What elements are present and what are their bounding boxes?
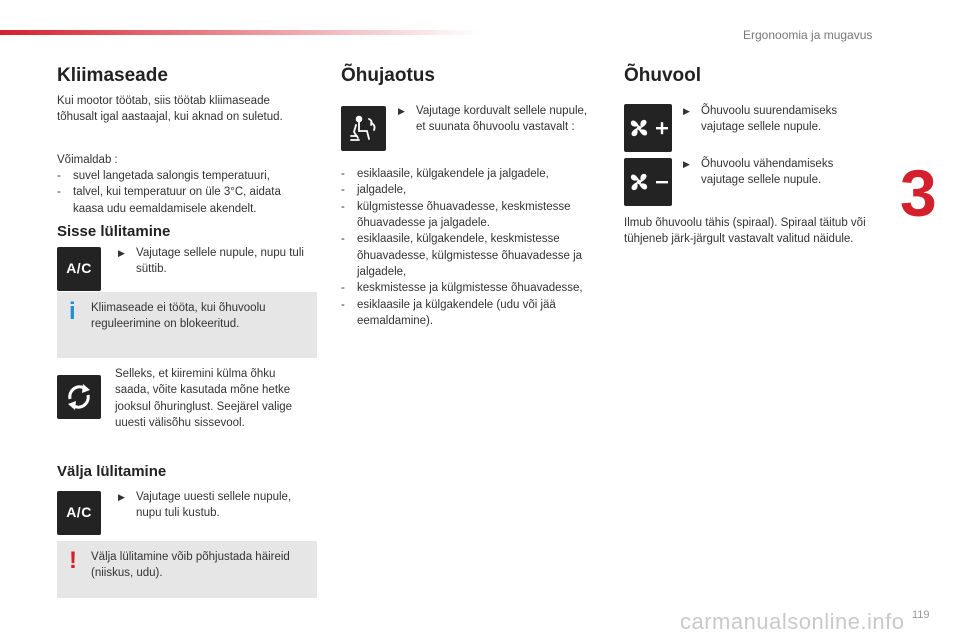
increase-instruction: ▶ Õhuvoolu suurendamiseks vajutage sellele nupule. [683, 103, 873, 136]
arrow-bullet-icon: ▶ [118, 248, 125, 258]
recirculation-text: Selleks, et kiiremini külma õhku saada, võite kasutada mõne hetke jooksul õhuringlust. Seejärel valige uuesti välisõhu sissevool. [115, 368, 293, 429]
arrow-bullet-icon: ▶ [398, 106, 405, 116]
page-number: 119 [912, 609, 930, 621]
air-distribution-button[interactable] [341, 106, 386, 151]
kliimaseade-intro: Kui mootor töötab, siis töötab kliimaseade tõhusalt igal aastaajal, kui aknad on suletud. [57, 95, 283, 124]
arrow-bullet-icon: ▶ [683, 159, 690, 169]
kliimaseade-title: Kliimaseade [57, 65, 168, 86]
arrow-bullet-icon: ▶ [118, 492, 125, 502]
info-note [57, 292, 317, 358]
fan-increase-button[interactable] [624, 104, 672, 152]
fan-plus-icon [626, 113, 670, 143]
header-accent-bar [0, 30, 480, 35]
warning-note-text: Välja lülitamine võib põhjustada häireid (niiskus, udu). [91, 551, 290, 580]
info-icon: i [69, 298, 76, 325]
ohujaotus-title: Õhujaotus [341, 65, 435, 86]
off-title: Välja lülitamine [57, 463, 167, 480]
distribution-instruction: ▶ Vajutage korduvalt sellele nupule, et suunata õhuvoolu vastavalt : [398, 103, 588, 136]
fan-minus-icon [626, 167, 670, 197]
list-item: - esiklaasile ja külgakendele (udu või jää eemaldamine). [341, 297, 597, 330]
spiral-text: Ilmub õhuvoolu tähis (spiraal). Spiraal täitub või tühjeneb järk-järgult vastavalt valitud näidule. [624, 217, 866, 246]
list-item: - suvel langetada salongis temperatuuri, [57, 168, 309, 184]
list-item: - talvel, kui temperatuur on üle 3°C, aidata kaasa udu eemaldamisele akendelt. [57, 184, 309, 217]
enables-list [57, 168, 309, 217]
warning-icon: ! [69, 547, 77, 574]
recirculation-icon [62, 380, 96, 414]
arrow-bullet-icon: ▶ [683, 106, 690, 116]
air-distribution-icon [347, 112, 381, 146]
list-item: - keskmistesse ja külgmistesse õhuavadesse, [341, 280, 597, 296]
on-instruction: ▶ Vajutage sellele nupule, nupu tuli süttib. [118, 245, 308, 278]
ohuvool-title: Õhuvool [624, 65, 702, 86]
fan-decrease-button[interactable] [624, 158, 672, 206]
decrease-instruction: ▶ Õhuvoolu vähendamiseks vajutage sellele nupule. [683, 156, 873, 189]
distribution-list [341, 166, 597, 329]
on-title: Sisse lülitamine [57, 223, 171, 240]
warning-note [57, 541, 317, 598]
section-label: Ergonoomia ja mugavus [743, 28, 873, 42]
ac-on-button[interactable]: A/C [57, 247, 101, 291]
list-item: - jalgadele, [341, 182, 597, 198]
recirculation-button[interactable] [57, 375, 101, 419]
ac-off-button[interactable]: A/C [57, 491, 101, 535]
chapter-number: 3 [900, 156, 937, 230]
list-item: - külgmistesse õhuavadesse, keskmistesse õhuavadesse ja jalgadele. [341, 199, 597, 232]
watermark: carmanualsonline.info [680, 609, 905, 634]
off-instruction: ▶ Vajutage uuesti sellele nupule, nupu tuli kustub. [118, 489, 308, 522]
enables-label: Võimaldab : [57, 154, 118, 166]
info-note-text: Kliimaseade ei tööta, kui õhuvoolu reguleerimine on blokeeritud. [91, 302, 266, 331]
list-item: - esiklaasile, külgakendele ja jalgadele, [341, 166, 597, 182]
list-item: - esiklaasile, külgakendele, keskmistesse õhuavadesse, külgmistesse õhuavadesse ja jalgadele, [341, 231, 597, 280]
